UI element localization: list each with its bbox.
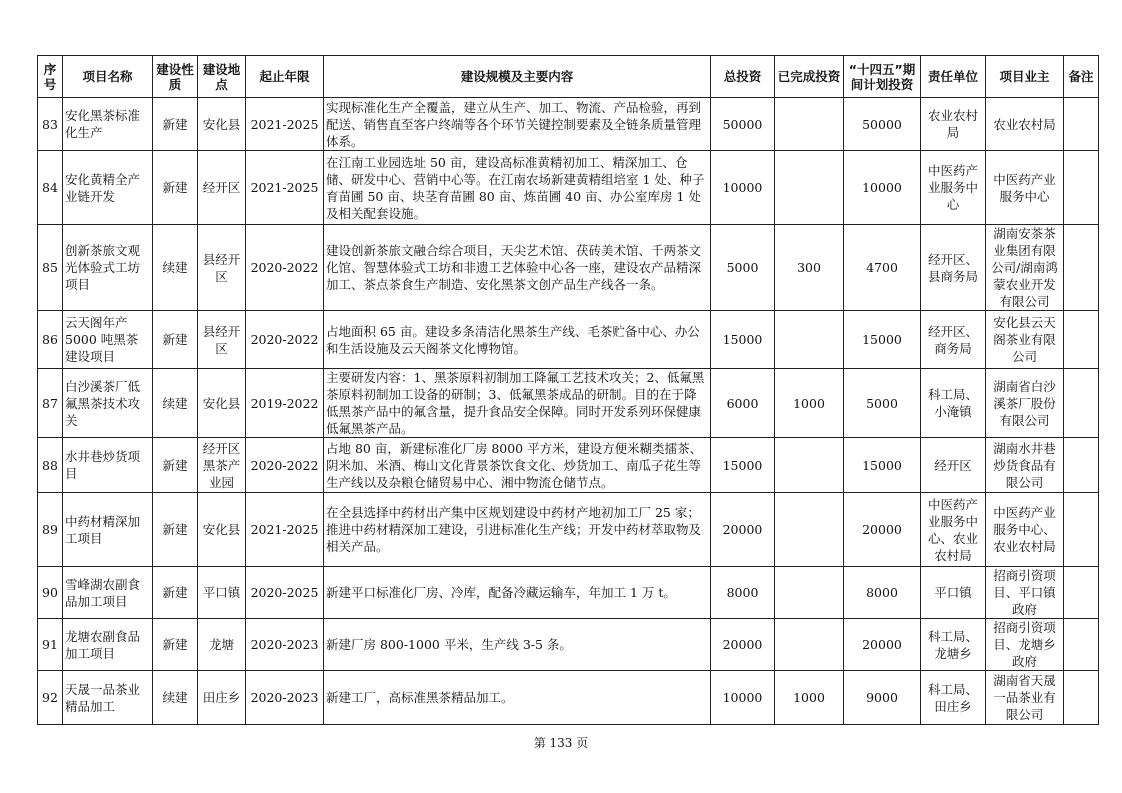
cell-nature: 续建	[153, 369, 198, 438]
cell-owner: 农业农村局	[986, 98, 1064, 151]
cell-name: 云天阁年产5000 吨黑茶建设项目	[63, 311, 153, 369]
cell-completed	[775, 619, 844, 671]
cell-no: 89	[38, 493, 63, 567]
cell-total: 5000	[711, 225, 775, 311]
cell-nature: 新建	[153, 438, 198, 493]
header-row	[38, 56, 1099, 98]
cell-owner: 湖南水井巷炒货食品有限公司	[986, 438, 1064, 493]
table-row	[38, 438, 1099, 493]
cell-plan: 4700	[844, 225, 921, 311]
cell-total: 15000	[711, 311, 775, 369]
cell-location: 经开区黑茶产业园	[198, 438, 246, 493]
cell-no: 87	[38, 369, 63, 438]
cell-total: 50000	[711, 98, 775, 151]
table-row	[38, 98, 1099, 151]
cell-content: 占地面积 65 亩。建设多条清洁化黑茶生产线、毛茶贮备中心、办公和生活设施及云天阁茶文化博物馆。	[324, 311, 711, 369]
cell-content: 实现标准化生产全覆盖，建立从生产、加工、物流、产品检验，再到配送、销售直至客户终端等各个环节关键控制要素及全链条质量管理体系。	[324, 98, 711, 151]
header-col-no: 序号	[38, 56, 63, 98]
header-col-content: 建设规模及主要内容	[324, 56, 711, 98]
cell-note	[1064, 98, 1099, 151]
header-col-note: 备注	[1064, 56, 1099, 98]
table-row	[38, 311, 1099, 369]
cell-location: 安化县	[198, 369, 246, 438]
cell-completed	[775, 151, 844, 225]
cell-content: 新建工厂，高标准黑茶精品加工。	[324, 671, 711, 725]
cell-completed	[775, 438, 844, 493]
cell-content: 占地 80 亩，新建标准化厂房 8000 平方米，建设方便米糊类擂茶、阴米加、米酒、梅山文化背景茶饮食文化、炒货加工、南瓜子花生等生产线以及杂粮仓储贸易中心、湘中物流仓储节点。	[324, 438, 711, 493]
cell-completed	[775, 98, 844, 151]
table-row	[38, 493, 1099, 567]
cell-unit: 科工局、小淹镇	[921, 369, 986, 438]
cell-location: 安化县	[198, 98, 246, 151]
cell-location: 平口镇	[198, 567, 246, 619]
cell-content: 主要研发内容：1、黑茶原料初制加工降氟工艺技术攻关；2、低氟黑茶原料初制加工设备的研制；3、低氟黑茶成品的研制。目的在于降低黑茶产品中的氟含量，提升食品安全保障。同时开发系列环保健康低氟黑茶产品。	[324, 369, 711, 438]
cell-content: 新建厂房 800-1000 平米，生产线 3-5 条。	[324, 619, 711, 671]
header-col-owner: 项目业主	[986, 56, 1064, 98]
cell-note	[1064, 311, 1099, 369]
cell-owner: 中医药产业服务中心	[986, 151, 1064, 225]
cell-plan: 9000	[844, 671, 921, 725]
header-col-nature: 建设性质	[153, 56, 198, 98]
cell-plan: 20000	[844, 493, 921, 567]
cell-nature: 新建	[153, 151, 198, 225]
cell-period: 2021-2025	[246, 98, 324, 151]
cell-owner: 湖南安茶茶业集团有限公司/湖南鸿蒙农业开发有限公司	[986, 225, 1064, 311]
cell-period: 2020-2022	[246, 438, 324, 493]
table-row	[38, 151, 1099, 225]
cell-unit: 农业农村局	[921, 98, 986, 151]
cell-content: 在江南工业园选址 50 亩，建设高标准黄精初加工、精深加工、仓储、研发中心、营销中心等。在江南农场新建黄精组培室 1 处、种子育苗圃 50 亩、块茎育苗圃 80 亩、炼苗圃 40 亩、办公室库房 1 处及相关配套设施。	[324, 151, 711, 225]
cell-unit: 经开区、商务局	[921, 311, 986, 369]
cell-location: 龙塘	[198, 619, 246, 671]
cell-owner: 中医药产业服务中心、农业农村局	[986, 493, 1064, 567]
cell-location: 经开区	[198, 151, 246, 225]
header-col-name: 项目名称	[63, 56, 153, 98]
cell-period: 2020-2023	[246, 619, 324, 671]
cell-plan: 8000	[844, 567, 921, 619]
cell-plan: 15000	[844, 438, 921, 493]
cell-nature: 新建	[153, 98, 198, 151]
cell-period: 2021-2025	[246, 151, 324, 225]
cell-completed: 1000	[775, 671, 844, 725]
cell-note	[1064, 493, 1099, 567]
cell-location: 县经开区	[198, 311, 246, 369]
cell-content: 在全县选择中药材出产集中区规划建设中药材产地初加工厂 25 家；推进中药材精深加工建设，引进标准化生产线；开发中药材萃取物及相关产品。	[324, 493, 711, 567]
cell-name: 白沙溪茶厂低氟黑茶技术攻关	[63, 369, 153, 438]
cell-name: 中药材精深加工项目	[63, 493, 153, 567]
cell-no: 88	[38, 438, 63, 493]
cell-plan: 10000	[844, 151, 921, 225]
cell-name: 安化黄精全产业链开发	[63, 151, 153, 225]
header-col-total: 总投资	[711, 56, 775, 98]
cell-no: 90	[38, 567, 63, 619]
cell-total: 15000	[711, 438, 775, 493]
header-col-unit: 责任单位	[921, 56, 986, 98]
cell-name: 龙塘农副食品加工项目	[63, 619, 153, 671]
cell-location: 县经开区	[198, 225, 246, 311]
cell-no: 91	[38, 619, 63, 671]
table-row	[38, 671, 1099, 725]
cell-owner: 招商引资项目、龙塘乡政府	[986, 619, 1064, 671]
cell-name: 创新茶旅文观光体验式工坊项目	[63, 225, 153, 311]
table-row	[38, 567, 1099, 619]
cell-note	[1064, 567, 1099, 619]
cell-total: 8000	[711, 567, 775, 619]
cell-note	[1064, 151, 1099, 225]
cell-completed: 1000	[775, 369, 844, 438]
cell-owner: 安化县云天阁茶业有限公司	[986, 311, 1064, 369]
cell-no: 86	[38, 311, 63, 369]
cell-no: 84	[38, 151, 63, 225]
cell-content: 新建平口标准化厂房、冷库，配备冷藏运输车，年加工 1 万 t。	[324, 567, 711, 619]
cell-no: 92	[38, 671, 63, 725]
cell-total: 10000	[711, 151, 775, 225]
header-col-period: 起止年限	[246, 56, 324, 98]
cell-plan: 5000	[844, 369, 921, 438]
cell-period: 2020-2023	[246, 671, 324, 725]
cell-unit: 科工局、龙塘乡	[921, 619, 986, 671]
cell-period: 2020-2022	[246, 225, 324, 311]
cell-note	[1064, 671, 1099, 725]
cell-no: 83	[38, 98, 63, 151]
page-number: 第 133 页	[533, 736, 589, 750]
cell-unit: 中医药产业服务中心、农业农村局	[921, 493, 986, 567]
cell-name: 安化黑茶标准化生产	[63, 98, 153, 151]
header-col-location: 建设地点	[198, 56, 246, 98]
cell-plan: 50000	[844, 98, 921, 151]
cell-period: 2020-2022	[246, 311, 324, 369]
cell-total: 10000	[711, 671, 775, 725]
cell-name: 雪峰湖农副食品加工项目	[63, 567, 153, 619]
cell-plan: 15000	[844, 311, 921, 369]
cell-period: 2019-2022	[246, 369, 324, 438]
project-table	[37, 55, 1099, 725]
cell-total: 6000	[711, 369, 775, 438]
cell-note	[1064, 225, 1099, 311]
cell-nature: 续建	[153, 671, 198, 725]
table-row	[38, 225, 1099, 311]
cell-content: 建设创新茶旅文融合综合项目，天尖艺术馆、茯砖美术馆、千两茶文化馆、智慧体验式工坊和非遗工艺体验中心各一座，建设农产品精深加工、茶点茶食生产制造、安化黑茶文创产品生产线各一条。	[324, 225, 711, 311]
cell-nature: 续建	[153, 225, 198, 311]
cell-nature: 新建	[153, 493, 198, 567]
cell-completed	[775, 311, 844, 369]
cell-unit: 科工局、田庄乡	[921, 671, 986, 725]
cell-total: 20000	[711, 619, 775, 671]
cell-name: 天晟一品茶业精品加工	[63, 671, 153, 725]
cell-nature: 新建	[153, 567, 198, 619]
cell-unit: 平口镇	[921, 567, 986, 619]
cell-location: 安化县	[198, 493, 246, 567]
table-row	[38, 369, 1099, 438]
cell-completed: 300	[775, 225, 844, 311]
cell-no: 85	[38, 225, 63, 311]
cell-owner: 湖南省天晟一品茶业有限公司	[986, 671, 1064, 725]
cell-owner: 湖南省白沙溪茶厂股份有限公司	[986, 369, 1064, 438]
cell-location: 田庄乡	[198, 671, 246, 725]
cell-owner: 招商引资项目、平口镇政府	[986, 567, 1064, 619]
cell-unit: 经开区	[921, 438, 986, 493]
cell-note	[1064, 619, 1099, 671]
cell-completed	[775, 493, 844, 567]
cell-nature: 新建	[153, 619, 198, 671]
table-row	[38, 619, 1099, 671]
cell-total: 20000	[711, 493, 775, 567]
cell-note	[1064, 438, 1099, 493]
cell-unit: 中医药产业服务中心	[921, 151, 986, 225]
cell-note	[1064, 369, 1099, 438]
cell-period: 2020-2025	[246, 567, 324, 619]
cell-completed	[775, 567, 844, 619]
cell-name: 水井巷炒货项目	[63, 438, 153, 493]
cell-nature: 新建	[153, 311, 198, 369]
cell-unit: 经开区、县商务局	[921, 225, 986, 311]
cell-period: 2021-2025	[246, 493, 324, 567]
header-col-completed: 已完成投资	[775, 56, 844, 98]
cell-plan: 20000	[844, 619, 921, 671]
header-col-plan: “十四五”期间计划投资	[844, 56, 921, 98]
